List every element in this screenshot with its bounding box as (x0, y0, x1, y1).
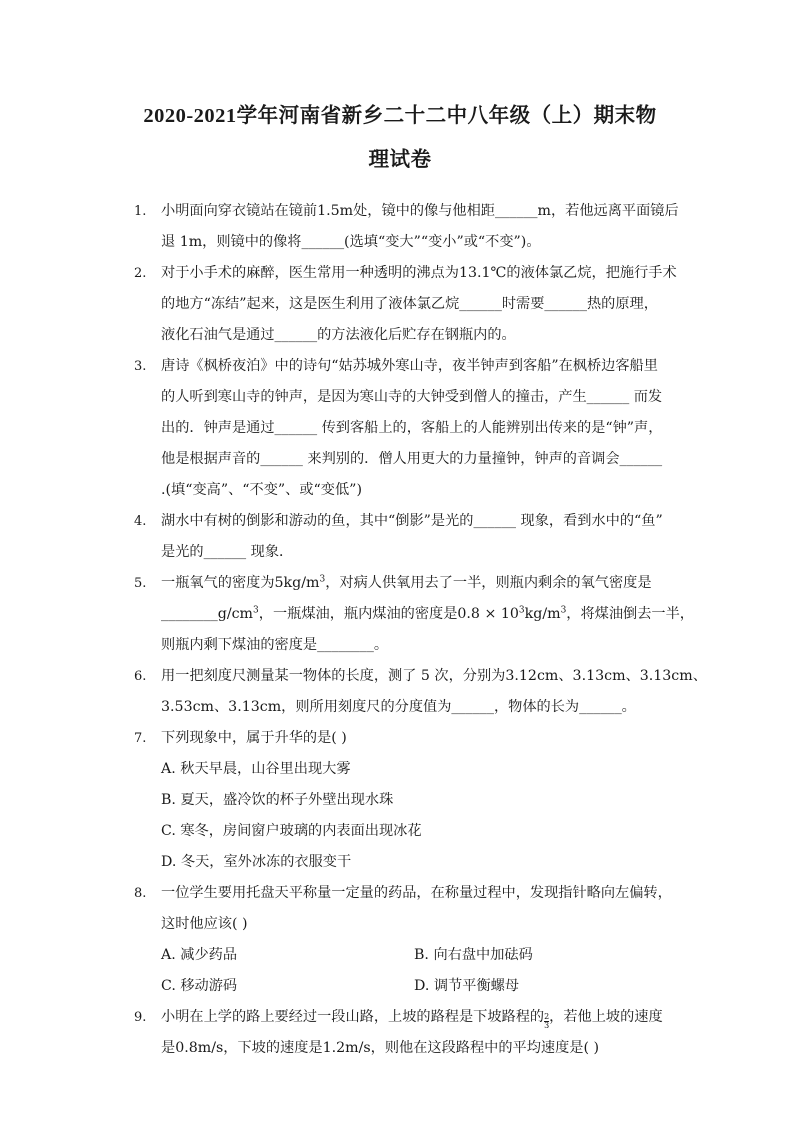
question-body (161, 258, 677, 351)
question-number: 2. (134, 266, 147, 281)
question-text-line: 出的．钟声是通过______ 传到客船上的，客船上的人能辨别出传来的是“钟”声， (161, 420, 663, 436)
question-text-line: 一位学生要用托盘天平称量一定量的药品，在称量过程中，发现指针略向左偏转， (161, 885, 672, 901)
question-text-line: 3.53cm、3.13cm，则所用刻度尺的分度值为______，物体的长为______。 (161, 699, 636, 715)
question-text-line: 用一把刻度尺测量某一物体的长度，测了 5 次，分别为3.12cm、3.13cm、3.13cm、 (161, 668, 707, 684)
option-row (161, 971, 672, 1002)
fraction-numerator: 2 (544, 1012, 550, 1021)
option-d[interactable]: D. 冬天，室外冰冻的衣服变干 (161, 854, 352, 870)
question-text-line: 对于小手术的麻醉，医生常用一种透明的沸点为13.1℃的液体氯乙烷，把施行手术 (161, 265, 677, 281)
fraction-denominator: 3 (544, 1021, 550, 1030)
question-body (161, 878, 672, 1002)
option-c[interactable]: C. 寒冬，房间窗户玻璃的内表面出现冰花 (161, 823, 422, 839)
question-body (161, 1002, 666, 1064)
question-body (161, 723, 666, 878)
option-a[interactable]: A. 秋天早晨，山谷里出现大雾 (161, 761, 351, 777)
question-text-line: 小明面向穿衣镜站在镜前1.5m处，镜中的像与他相距______m，若他远离平面镜后 (161, 203, 679, 219)
question-body (161, 661, 707, 723)
question-2 (134, 258, 677, 351)
question-number: 5. (134, 576, 147, 591)
question-4 (134, 506, 666, 568)
option-c[interactable]: C. 移动游码 (161, 978, 238, 994)
text-run: 一瓶氧气的密度为5kg/m (161, 575, 320, 591)
question-number: 8. (134, 886, 147, 901)
question-9 (134, 1002, 666, 1064)
question-text-line (161, 568, 694, 599)
question-text-line: 则瓶内剩下煤油的密度是________。 (161, 637, 389, 653)
option-d[interactable]: D. 调节平衡螺母 (414, 978, 520, 994)
question-text-line (161, 599, 694, 630)
option-b[interactable]: B. 夏天，盛冷饮的杯子外壁出现水珠 (161, 792, 394, 808)
question-stem: 下列现象中，属于升华的是( ) (161, 730, 347, 746)
question-text-line: 唐诗《枫桥夜泊》中的诗句“姑苏城外寒山寺，夜半钟声到客船”在枫桥边客船里 (161, 358, 658, 374)
question-1 (134, 196, 679, 258)
question-number: 6. (134, 669, 147, 684)
question-3 (134, 351, 666, 506)
question-text-line: 的地方“冻结”起来，这是医生利用了液体氯乙烷______时需要______热的原理， (161, 296, 658, 312)
question-text-line: 退 1m，则镜中的像将______(选填“变大”“变小”或“不变”)。 (161, 234, 541, 250)
text-run: kg/m (524, 606, 561, 622)
question-text-line: 的人听到寒山寺的钟声，是因为寒山寺的大钟受到僧人的撞击，产生______ 而发 (161, 389, 663, 405)
question-text-line: 是光的______ 现象． (161, 544, 294, 560)
question-5 (134, 568, 694, 661)
question-text-line: .(填“变高”、“不变”、或“变低”) (161, 482, 362, 498)
question-number: 4. (134, 514, 147, 529)
text-run: 小明在上学的路上要经过一段山路，上坡的路程是下坡路程的 (161, 1009, 545, 1025)
question-number: 7. (134, 731, 147, 746)
question-text-line: 是0.8m/s，下坡的速度是1.2m/s，则他在这段路程中的平均速度是( ) (161, 1040, 600, 1056)
superscript: 3 (319, 574, 326, 585)
question-text-line: 这时他应该( ) (161, 916, 248, 932)
question-body (161, 506, 666, 568)
question-text-line: 他是根据声音的______ 来判别的．僧人用更大的力量撞钟，钟声的音调会______ (161, 451, 663, 467)
option-a[interactable]: A. 减少药品 (161, 947, 238, 963)
text-run: ________g/cm (161, 606, 254, 622)
superscript: 3 (518, 605, 525, 616)
text-run: ，一瓶煤油，瓶内煤油的密度是0.8 × 10 (258, 606, 519, 622)
text-run: ，若他上坡的速度 (549, 1009, 663, 1025)
question-text-line: 湖水中有树的倒影和游动的鱼，其中“倒影”是光的______ 现象，看到水中的“鱼” (161, 513, 663, 529)
exam-title-line2: 理试卷 (368, 149, 432, 171)
question-text-line (161, 1002, 666, 1033)
question-body (161, 196, 679, 258)
option-row (161, 940, 672, 971)
question-text-line: 液化石油气是通过______的方法液化后贮存在钢瓶内的。 (161, 327, 516, 343)
question-number: 9. (134, 1010, 147, 1025)
question-number: 1. (134, 204, 147, 219)
text-run: ，对病人供氧用去了一半，则瓶内剩余的氧气密度是 (325, 575, 652, 591)
exam-title (134, 94, 666, 182)
question-body (161, 351, 666, 506)
question-body (161, 568, 694, 661)
superscript: 3 (253, 605, 259, 616)
superscript: 3 (560, 605, 567, 616)
question-7 (134, 723, 666, 878)
question-6 (134, 661, 707, 723)
text-run: ，将煤油倒去一半， (566, 606, 694, 622)
option-b[interactable]: B. 向右盘中加砝码 (414, 947, 533, 963)
question-number: 3. (134, 359, 147, 374)
question-8 (134, 878, 672, 1002)
exam-title-line1: 2020-2021学年河南省新乡二十二中八年级（上）期末物 (143, 105, 657, 127)
